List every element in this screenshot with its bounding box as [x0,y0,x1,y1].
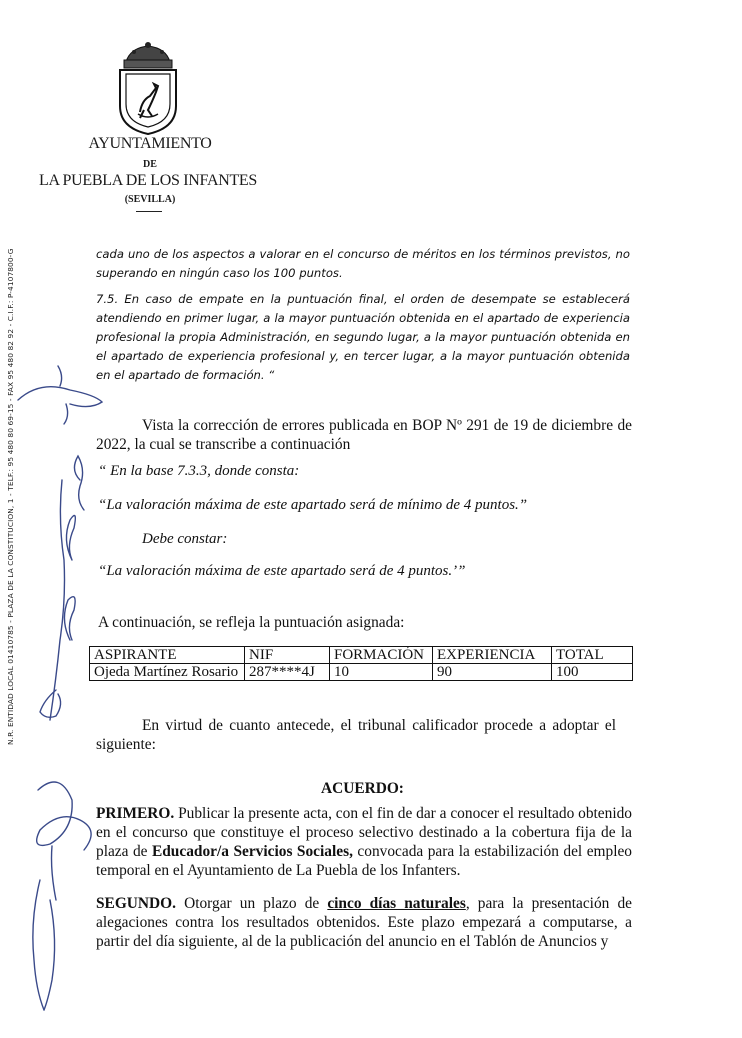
primero-text-b: convocada para la estabilización del empleo temporal en el Ayuntamiento de La Puebla de los Infanters. [96,843,632,879]
segundo-text-a: Otorgar un plazo de [175,895,328,912]
table-cell: 100 [552,664,633,681]
paragraph-segundo [96,894,632,951]
paragraph-correction: Vista la corrección de errores publicada en BOP Nº 291 de 19 de diciembre de 2022, la cual se transcribe a continuación [96,417,632,453]
quote-original-text: “La valoración máxima de este apartado será de mínimo de 4 puntos.” [98,497,528,513]
segundo-deadline: cinco días naturales [327,895,466,912]
paragraph-score-intro: A continuación, se refleja la puntuación asignada: [98,614,405,631]
primero-position: Educador/a Servicios Sociales, [151,843,353,860]
table-row [90,664,633,681]
table-header-row [90,647,633,664]
table-cell: 287****4J [245,664,330,681]
table-header-cell: TOTAL [552,647,633,664]
header-de: DE [143,159,157,170]
primero-label: PRIMERO. [96,805,175,822]
paragraph-tiebreak: 7.5. En caso de empate en la puntuación final, el orden de desempate se establecerá atendiendo en primer lugar, a la mayor puntuación obtenida en el apartado de experiencia profesional la propia Administración, en segundo lugar, a la mayor puntuación obtenida en el apartado de experiencia profesional y, en tercer lugar, a la mayor puntuación obtenida en el apartado de formación. “ [96,292,630,382]
table-header-cell: ASPIRANTE [90,647,245,664]
header-province: (SEVILLA) [124,194,176,205]
municipal-crest-logo [112,40,184,136]
paragraph-criteria-end: cada uno de los aspectos a valorar en el concurso de méritos en los términos previstos, no superando en ningún caso los 100 puntos. [96,247,630,280]
quote-corrected-text: “La valoración máxima de este apartado será de 4 puntos.’” [98,563,466,579]
table-header-cell: EXPERIENCIA [433,647,552,664]
paragraph-primero [96,804,632,880]
table-cell: Ojeda Martínez Rosario [90,664,245,681]
table-header-cell: NIF [245,647,330,664]
quote-base-reference: “ En la base 7.3.3, donde consta: [98,463,300,479]
table-header-cell: FORMACIÓN [330,647,433,664]
primero-text-a: Publicar la presente acta, con el fin de dar a conocer el resultado obtenido en el concurso que constituye el proceso selectivo destinado a la cobertura fija de la plaza de [96,805,632,860]
scores-table [89,646,633,681]
side-registry-note: N.R. ENTIDAD LOCAL 01410785 - PLAZA DE LA CONSTITUCION, 1 - TELF.: 95 480 80 69-15 - FAX 95 480 82 92 - C.I.F.: P-4107800-G [6,248,15,745]
header-municipality: LA PUEBLA DE LOS INFANTES [39,172,257,189]
quote-debe-constar: Debe constar: [142,531,228,547]
section-title-acuerdo: ACUERDO: [321,780,404,797]
table-cell: 10 [330,664,433,681]
segundo-text-b: , para la presentación de alegaciones contra los resultados obtenidos. Este plazo empezará a computarse, a partir del día siguiente, al de la publicación del anuncio en el Tablón de Anuncios y [96,895,632,950]
segundo-label: SEGUNDO. [96,895,176,912]
header-divider [136,211,162,212]
paragraph-virtud: En virtud de cuanto antecede, el tribunal calificador procede a adoptar el siguiente: [96,717,616,753]
header-ayuntamiento: AYUNTAMIENTO [88,135,212,152]
table-cell: 90 [433,664,552,681]
